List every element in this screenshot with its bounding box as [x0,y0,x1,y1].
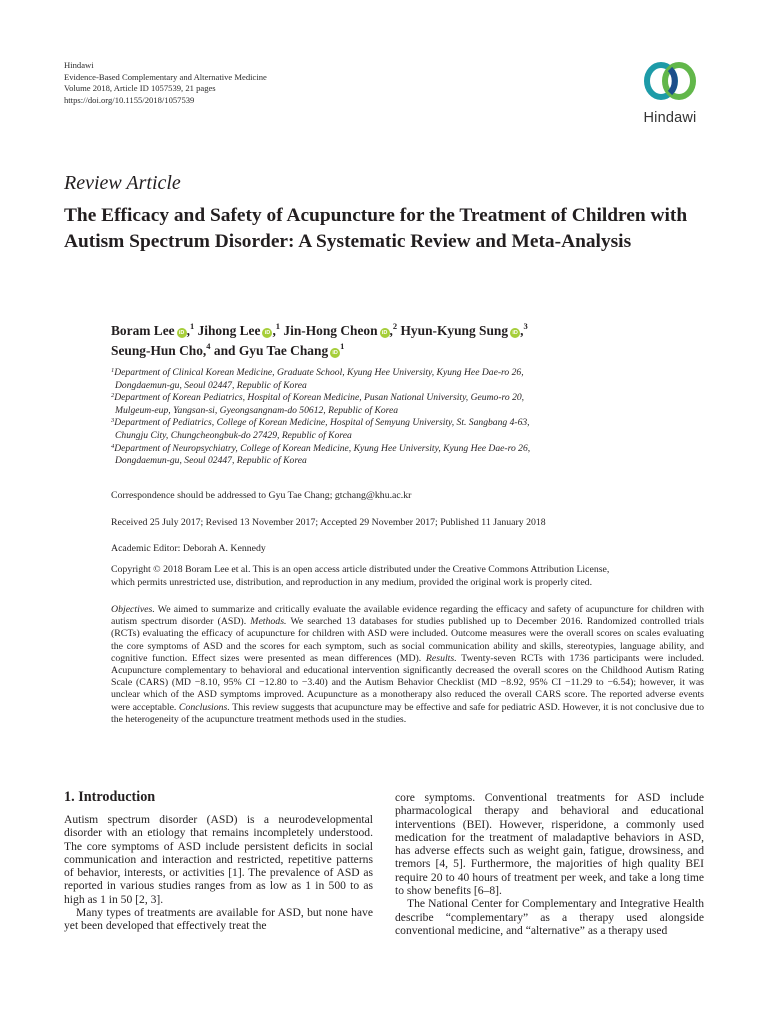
affiliation [111,443,631,468]
copyright-line: Copyright © 2018 Boram Lee et al. This is an open access article distributed under the Creative Commons Attribution License, [111,564,610,575]
affiliation-number: 1 [111,367,115,374]
orcid-icon[interactable]: iD [510,328,520,338]
author-affiliation-number: 4 [206,341,211,351]
author-affiliation-number: 1 [275,321,281,331]
publisher-name: Hindawi [64,60,94,70]
body-paragraph: Many types of treatments are available for ASD, but none have yet been developed that effectively treat the [64,906,373,933]
body-column-right [395,791,704,937]
author-name: Jihong Lee [197,323,261,338]
author-name: Jin-Hong Cheon [283,323,378,338]
abstract-results-label: Results. [425,652,457,664]
orcid-icon[interactable]: iD [177,328,187,338]
orcid-icon[interactable]: iD [262,328,272,338]
author-affiliation-number: 1 [340,341,345,351]
affiliation-line: Chungju City, Chungcheongbuk-do 27429, Republic of Korea [115,429,352,441]
section-heading-introduction: 1. Introduction [64,789,156,805]
abstract-conclusions-label: Conclusions. [178,701,230,713]
copyright-notice [111,563,711,589]
affiliation-line: Department of Neuropsychiatry, College of Korean Medicine, Kyung Hee University, Kyung Hee Dae-ro 26, [114,442,531,454]
affiliation-line: Dongdaemun-gu, Seoul 02447, Republic of Korea [115,379,307,391]
journal-name: Evidence-Based Complementary and Alternative Medicine [64,71,267,82]
abstract-methods: We searched 13 databases for studies published up to December 2016. Randomized controlled trials (RCTs) evaluating the efficacy of acupuncture for children with ASD were included. Outcome measures were the overall scores on scales evaluating the core symptoms of ASD and the scores for each symptom, such as social communication ability and skills, stereotypies, language ability, and cognitive function. Effect sizes were presented as mean differences (MD). [111,616,704,664]
doi-link[interactable]: https://doi.org/10.1155/2018/1057539 [64,94,195,105]
body-paragraph: The National Center for Complementary and Integrative Health describe “complementary” as a therapy used alongside conventional medicine, and “alternative” as a therapy used [395,897,704,937]
affiliation-number: 3 [111,417,115,425]
abstract-methods-label: Methods. [250,616,287,628]
abstract [111,604,704,726]
orcid-icon[interactable]: iD [330,348,340,358]
affiliation-line: Dongdaemun-gu, Seoul 02447, Republic of Korea [115,455,307,467]
academic-editor: Academic Editor: Deborah A. Kennedy [111,543,266,554]
author-affiliation-number: 3 [523,321,528,331]
author-name: Boram Lee [111,323,175,338]
author-list: Boram Lee iD ,$^1$ Jihong Lee iD ,$^1$ Jin-Hong Cheon iD ,$^2$ Hyun-Kyung Sung iD ,$^3$ Seung-Hun Cho,$^4$ and Gyu Tae Chang $iD^1$ [111,321,528,358]
author-affiliation-number: 2 [392,321,398,331]
affiliation-line: Mulgeum-eup, Yangsan-si, Gyeongsangnam-do 50612, Republic of Korea [115,404,399,416]
author-name: Seung-Hun Cho [111,343,203,358]
article-title: The Efficacy and Safety of Acupuncture for the Treatment of Children with Autism Spectrum Disorder: A Systematic Review and Meta-Analysis [64,205,688,252]
abstract-objectives: We aimed to summarize and critically evaluate the available evidence regarding the efficacy and safety of acupuncture for children with autism spectrum disorder (ASD). [111,604,704,628]
abstract-objectives-label: Objectives. [111,604,155,615]
affiliation-number: 4 [111,442,115,450]
affiliation-line: Department of Korean Pediatrics, Hospital of Korean Medicine, Pusan National University, Geumo-ro 20, [114,392,525,404]
orcid-icon[interactable]: iD [380,328,390,338]
body-paragraph: core symptoms. Conventional treatments for ASD include pharmacological therapy and behavioral and educational interventions (BEI). However, risperidone, a commonly used medication for the treatment of maladaptive behaviors in ASD, has adverse effects such as weight gain, fatigue, drowsiness, and tremors [4, 5]. Furthermore, the majorities of high quality BEI require 20 to 40 hours of treatment per week, and take a long time to show benefits [6–8]. [395,791,704,898]
body-paragraph: Autism spectrum disorder (ASD) is a neurodevelopmental disorder with an etiology that remains incompletely understood. The core symptoms of ASD include persistent deficits in social communication and interaction and restricted, repetitive patterns of behavior, interests, or activities [1]. The prevalence of ASD as reported in various studies ranges from as low as 1 in 500 to as high as 1 in 50 [2, 3]. [64,813,373,906]
author-name: Gyu Tae Chang [238,343,329,358]
correspondence: Correspondence should be addressed to Gyu Tae Chang; gtchang@khu.ac.kr [111,490,412,501]
abstract-results: Twenty-seven RCTs with 1736 participants were included. Acupuncture complementary to behavioral and educational intervention significantly decreased the overall scores on the Childhood Autism Rating Scale (CARS) (MD −8.10, 95% CI −12.80 to −3.40) and the Autism Behavior Checklist (MD −8.92, 95% CI −11.29 to −6.54); however, it was unclear which of the ASD symptoms improved. Acupuncture as a monotherapy also reduced the overall CARS score. The reported adverse events were acceptable. [111,652,704,713]
hindawi-logo [630,58,710,136]
body-column-left [64,813,373,933]
affiliation-line: Department of Clinical Korean Medicine, Graduate School, Kyung Hee University, Kyung Hee Dae-ro 26, [114,367,524,378]
abstract-conclusions: This review suggests that acupuncture may be effective and safe for pediatric ASD. However, it is not conclusive due to the heterogeneity of the acupuncture treatment methods used in the studies. [111,701,704,725]
affiliation [111,392,631,417]
affiliation [111,367,631,392]
journal-meta [64,60,267,106]
author-name: Hyun-Kyung Sung [400,323,509,338]
affiliation [111,417,631,442]
volume-info: Volume 2018, Article ID 1057539, 21 pages [64,83,216,94]
author-affiliation-number: 1 [189,321,195,331]
affiliation-number: 2 [111,392,115,400]
hindawi-rings-icon [643,58,697,104]
affiliation-line: Department of Pediatrics, College of Korean Medicine, Hospital of Semyung University, St. Sangbang 4-63, [114,417,530,429]
article-type: Review Article [64,172,181,194]
copyright-line: which permits unrestricted use, distribution, and reproduction in any medium, provided the original work is properly cited. [111,577,593,588]
publication-dates: Received 25 July 2017; Revised 13 November 2017; Accepted 29 November 2017; Published 11 January 2018 [111,517,546,528]
hindawi-wordmark: Hindawi [643,110,697,126]
affiliation-list [111,367,631,468]
